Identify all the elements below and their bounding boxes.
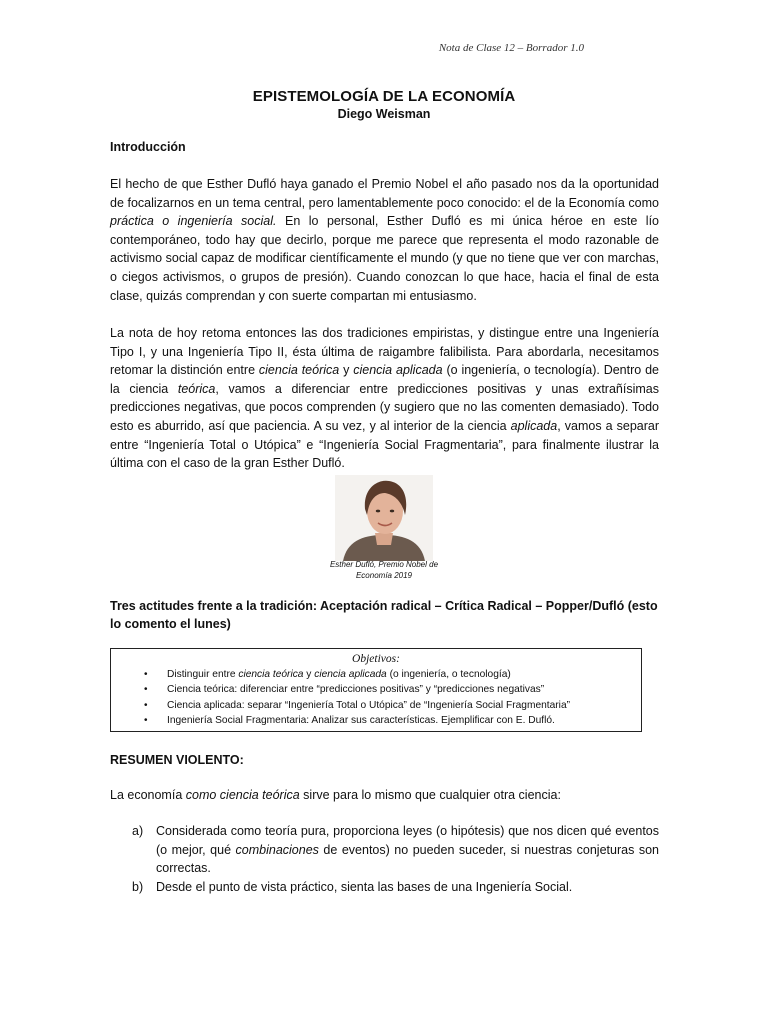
portrait-illustration [335, 475, 433, 561]
objectives-box [110, 648, 642, 732]
text-run: (o ingeniería, o tecnología) [386, 669, 511, 680]
text-run-italic: ciencia aplicada [314, 669, 387, 680]
left-eye [376, 510, 380, 513]
intro-heading: Introducción [110, 140, 186, 154]
text-run: Ciencia aplicada: separar “Ingeniería Total o Utópica” de “Ingeniería Social Fragmentaria” [167, 699, 570, 711]
bullet-icon: • [144, 699, 148, 711]
text-run-italic: ciencia teórica [258, 363, 340, 378]
header-note: Nota de Clase 12 – Borrador 1.0 [438, 42, 584, 54]
text-run: de eventos) no pueden suceder, si nuestras conjeturas son correctas. [156, 842, 659, 876]
text-run-italic: combinaciones [235, 842, 319, 857]
text-run: En lo personal, Esther Dufló es mi única héroe en este lío contemporáneo, todo hay que decirlo, porque me parece que representa el modo razonable de activismo social capaz de modificar científicamente el mundo (y que no tiene que ver con marchas, o ciegos activismos, o grupos de presión). Cuando conozcan lo que hace, hacia el final de esta clase, quizás comprendan y con suerte compartan mi entusiasmo. [110, 214, 659, 303]
text-run: (o ingeniería, o tecnología). Dentro de la ciencia [110, 363, 660, 396]
text-run: sirve para lo mismo que cualquier otra ciencia: [299, 788, 561, 802]
list-marker: b) [132, 879, 144, 894]
text-run-italic: teórica [177, 381, 216, 396]
objective-item [111, 713, 641, 728]
photo-caption [300, 559, 468, 581]
summary-heading: RESUMEN VIOLENTO: [110, 753, 244, 767]
text-run-italic: ciencia teórica [238, 669, 304, 680]
objective-item [111, 698, 641, 713]
text-run: El hecho de que Esther Dufló haya ganado el Premio Nobel el año pasado nos da la oportunidad de focalizarnos en un tema central, pero lamentablemente poco conocido: el de la Economía como [110, 177, 659, 210]
summary-list [110, 822, 659, 896]
text-run: y [339, 363, 354, 378]
text-run: , vamos a diferenciar entre predicciones positivas y unas extrañísimas predicciones negativas, que pocos comprenden (y sugiero que no las comenten demasiado). Todo esto es aburrido, así que paciencia. A su vez, y al interior de la ciencia [110, 381, 659, 433]
document-author: Diego Weisman [337, 107, 431, 121]
caption-line: Economía 2019 [355, 571, 413, 580]
caption-line: Esther Dufló, Premio Nobel de [329, 560, 439, 569]
text-run: Ingeniería Social Fragmentaria: Analizar sus características. Ejemplificar con E. Dufló. [167, 714, 555, 726]
objective-item [111, 682, 641, 697]
attitudes-heading: Tres actitudes frente a la tradición: Aceptación radical – Crítica Radical – Popper/Dufló (esto lo comento el lunes) [110, 599, 658, 631]
text-run: y [303, 669, 315, 680]
text-run: La nota de hoy retoma entonces las dos tradiciones empiristas, y distingue entre una Ingeniería Tipo I, y una Ingeniería Tipo II, ésta última de raigambre falibilista. Para abordarla, necesitamos retomar la distinción entre [110, 326, 659, 378]
overview-paragraph [110, 324, 659, 473]
summary-intro [110, 786, 659, 805]
text-run-italic: práctica o ingeniería social. [110, 214, 277, 229]
text-run: La economía [110, 788, 186, 802]
text-run-italic: ciencia aplicada [353, 363, 443, 378]
list-marker: a) [132, 824, 144, 838]
text-run: Distinguir entre [167, 669, 239, 680]
objective-item [111, 667, 641, 682]
text-run: Ciencia teórica: diferenciar entre “predicciones positivas” y “predicciones negativas” [167, 684, 545, 696]
text-run: , vamos a separar entre “Ingeniería Total o Utópica” e “Ingeniería Social Fragmentaria”, para finalmente ilustrar la última con el caso de la gran Esther Dufló. [110, 418, 660, 471]
objectives-list [111, 667, 641, 728]
text-run: Desde el punto de vista práctico, sienta las bases de una Ingeniería Social. [156, 879, 573, 894]
text-run-italic: como ciencia teórica [185, 788, 300, 802]
text-run: Considerada como teoría pura, proporciona leyes (o hipótesis) que nos dicen qué eventos (o mejor, qué [156, 824, 659, 857]
list-item [110, 822, 659, 878]
neck-shape [375, 533, 393, 545]
bullet-icon: • [144, 714, 148, 726]
document-title: EPISTEMOLOGÍA DE LA ECONOMÍA [252, 88, 516, 105]
esther-duflo-photo [335, 475, 433, 561]
intro-paragraph [110, 175, 659, 305]
list-item [110, 878, 659, 897]
objectives-title: Objetivos: [352, 653, 400, 665]
bullet-icon: • [144, 684, 148, 696]
right-eye [390, 510, 394, 513]
bullet-icon: • [144, 669, 148, 680]
text-run-italic: aplicada [510, 418, 558, 433]
